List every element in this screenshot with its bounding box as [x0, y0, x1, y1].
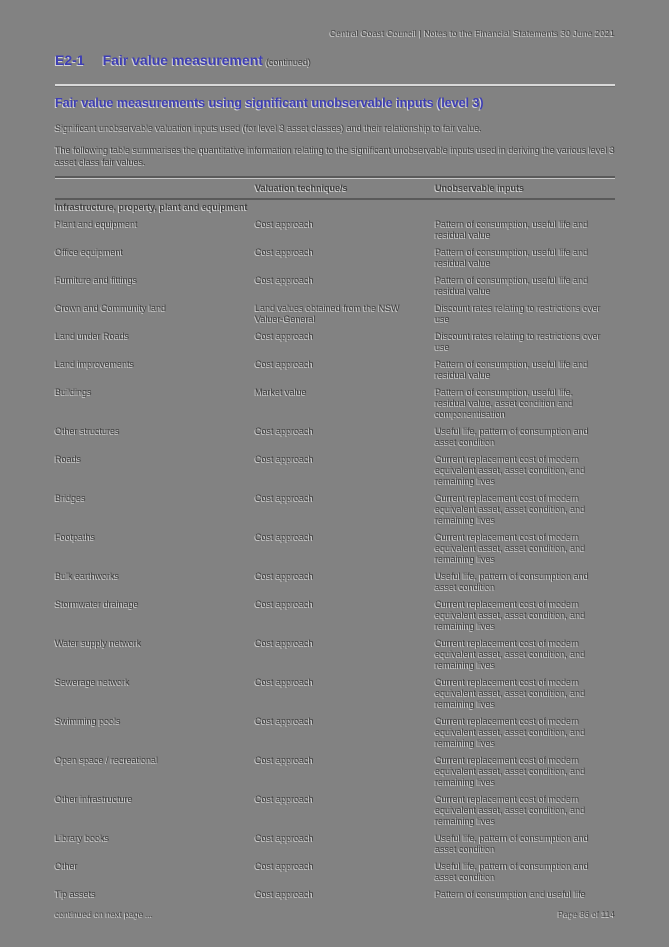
valuation-technique-cell: Cost approach — [255, 677, 314, 687]
unobservable-inputs-cell: Pattern of consumption, useful life and residual value — [435, 219, 589, 240]
table-row — [55, 714, 615, 753]
table-row — [55, 491, 615, 530]
table-row — [55, 273, 615, 301]
table-row — [55, 792, 615, 831]
fair-value-table-wrapper — [55, 176, 615, 904]
asset-class-cell: Office equipment — [55, 247, 123, 257]
table-row — [55, 569, 615, 597]
document-header: Central Coast Council | Notes to the Financial Statements 30 June 2021 — [329, 28, 615, 38]
valuation-technique-cell: Market value — [255, 387, 307, 397]
column-header-valuation-technique: Valuation technique/s — [255, 177, 435, 199]
valuation-technique-cell: Cost approach — [255, 454, 314, 464]
asset-class-cell: Other — [55, 861, 78, 871]
unobservable-inputs-cell: Current replacement cost of modern equivalent asset, asset condition, and remaining lives — [435, 532, 586, 564]
unobservable-inputs-cell: Current replacement cost of modern equivalent asset, asset condition, and remaining lives — [435, 638, 586, 670]
asset-class-cell: Roads — [55, 454, 82, 464]
unobservable-inputs-cell: Useful life, pattern of consumption and asset condition — [435, 426, 589, 447]
asset-class-cell: Other structures — [55, 426, 120, 436]
note-title-code: E2-1 — [55, 52, 85, 68]
unobservable-inputs-cell: Current replacement cost of modern equivalent asset, asset condition, and remaining lives — [435, 677, 586, 709]
section-heading: Fair value measurements using significant unobservable inputs (level 3) — [55, 96, 484, 110]
table-row — [55, 301, 615, 329]
fair-value-table — [55, 176, 615, 904]
note-title-suffix: (continued) — [265, 57, 311, 67]
column-header-unobservable-inputs: Unobservable inputs — [435, 177, 615, 199]
unobservable-inputs-cell: Discount rates relating to restrictions over use — [435, 303, 601, 324]
valuation-technique-cell: Cost approach — [255, 861, 314, 871]
unobservable-inputs-cell: Pattern of consumption, useful life and residual value — [435, 359, 589, 380]
asset-class-cell: Library books — [55, 833, 110, 843]
note-title — [55, 52, 615, 70]
table-row — [55, 357, 615, 385]
asset-class-cell: Other infrastructure — [55, 794, 133, 804]
valuation-technique-cell: Cost approach — [255, 794, 314, 804]
footer-page-number: Page 86 of 114 — [557, 909, 615, 919]
unobservable-inputs-cell: Pattern of consumption and useful life — [435, 889, 586, 899]
valuation-technique-cell: Cost approach — [255, 331, 314, 341]
valuation-technique-cell: Cost approach — [255, 359, 314, 369]
table-row — [55, 424, 615, 452]
table-row — [55, 675, 615, 714]
table-body — [55, 199, 615, 904]
valuation-technique-cell: Cost approach — [255, 532, 314, 542]
table-row — [55, 597, 615, 636]
intro-paragraph-2: The following table summarises the quantitative information relating to the significant unobservable inputs used in deriving the various level 3 asset class fair values. — [55, 145, 615, 167]
valuation-technique-cell: Cost approach — [255, 219, 314, 229]
valuation-technique-cell: Cost approach — [255, 426, 314, 436]
valuation-technique-cell: Cost approach — [255, 599, 314, 609]
asset-class-cell: Open space / recreational — [55, 755, 159, 765]
table-row — [55, 530, 615, 569]
unobservable-inputs-cell: Current replacement cost of modern equivalent asset, asset condition, and remaining lives — [435, 493, 586, 525]
unobservable-inputs-cell: Current replacement cost of modern equivalent asset, asset condition, and remaining lives — [435, 454, 586, 486]
group-heading: Infrastructure, property, plant and equipment — [55, 202, 248, 212]
title-divider — [55, 84, 615, 86]
unobservable-inputs-cell: Current replacement cost of modern equivalent asset, asset condition, and remaining lives — [435, 716, 586, 748]
table-row — [55, 887, 615, 904]
unobservable-inputs-cell: Useful life, pattern of consumption and asset condition — [435, 833, 589, 854]
group-heading-row — [55, 199, 615, 217]
asset-class-cell: Bridges — [55, 493, 86, 503]
unobservable-inputs-cell: Useful life, pattern of consumption and asset condition — [435, 861, 589, 882]
unobservable-inputs-cell: Useful life, pattern of consumption and asset condition — [435, 571, 589, 592]
asset-class-cell: Sewerage network — [55, 677, 130, 687]
valuation-technique-cell: Cost approach — [255, 275, 314, 285]
table-row — [55, 753, 615, 792]
valuation-technique-cell: Cost approach — [255, 716, 314, 726]
valuation-technique-cell: Cost approach — [255, 755, 314, 765]
asset-class-cell: Land under Roads — [55, 331, 130, 341]
valuation-technique-cell: Cost approach — [255, 493, 314, 503]
asset-class-cell: Tip assets — [55, 889, 96, 899]
unobservable-inputs-cell: Current replacement cost of modern equivalent asset, asset condition, and remaining lives — [435, 794, 586, 826]
valuation-technique-cell: Cost approach — [255, 571, 314, 581]
table-row — [55, 452, 615, 491]
footer-continued-note: continued on next page ... — [55, 909, 153, 919]
table-row — [55, 385, 615, 424]
note-title-label: Fair value measurement — [102, 52, 263, 68]
table-row — [55, 636, 615, 675]
asset-class-cell: Swimming pools — [55, 716, 121, 726]
valuation-technique-cell: Cost approach — [255, 638, 314, 648]
valuation-technique-cell: Land values obtained from the NSW Valuer-General — [255, 303, 400, 324]
valuation-technique-cell: Cost approach — [255, 833, 314, 843]
unobservable-inputs-cell: Pattern of consumption, useful life, residual value, asset condition and componentisation — [435, 387, 574, 419]
table-row — [55, 217, 615, 245]
table-row — [55, 859, 615, 887]
valuation-technique-cell: Cost approach — [255, 889, 314, 899]
column-header-asset-class — [55, 177, 255, 199]
table-header-row — [55, 177, 615, 199]
unobservable-inputs-cell: Current replacement cost of modern equivalent asset, asset condition, and remaining lives — [435, 755, 586, 787]
asset-class-cell: Stormwater drainage — [55, 599, 139, 609]
asset-class-cell: Plant and equipment — [55, 219, 138, 229]
asset-class-cell: Footpaths — [55, 532, 96, 542]
asset-class-cell: Crown and Community land — [55, 303, 167, 313]
table-row — [55, 831, 615, 859]
asset-class-cell: Water supply network — [55, 638, 142, 648]
unobservable-inputs-cell: Discount rates relating to restrictions over use — [435, 331, 601, 352]
unobservable-inputs-cell: Pattern of consumption, useful life and residual value — [435, 275, 589, 296]
valuation-technique-cell: Cost approach — [255, 247, 314, 257]
asset-class-cell: Bulk earthworks — [55, 571, 120, 581]
unobservable-inputs-cell: Pattern of consumption, useful life and residual value — [435, 247, 589, 268]
asset-class-cell: Land improvements — [55, 359, 135, 369]
unobservable-inputs-cell: Current replacement cost of modern equivalent asset, asset condition, and remaining lives — [435, 599, 586, 631]
asset-class-cell: Buildings — [55, 387, 92, 397]
table-row — [55, 329, 615, 357]
asset-class-cell: Furniture and fittings — [55, 275, 138, 285]
table-row — [55, 245, 615, 273]
intro-paragraph-1: Significant unobservable valuation inputs used (for level 3 asset classes) and their relationship to fair value. — [55, 123, 482, 133]
